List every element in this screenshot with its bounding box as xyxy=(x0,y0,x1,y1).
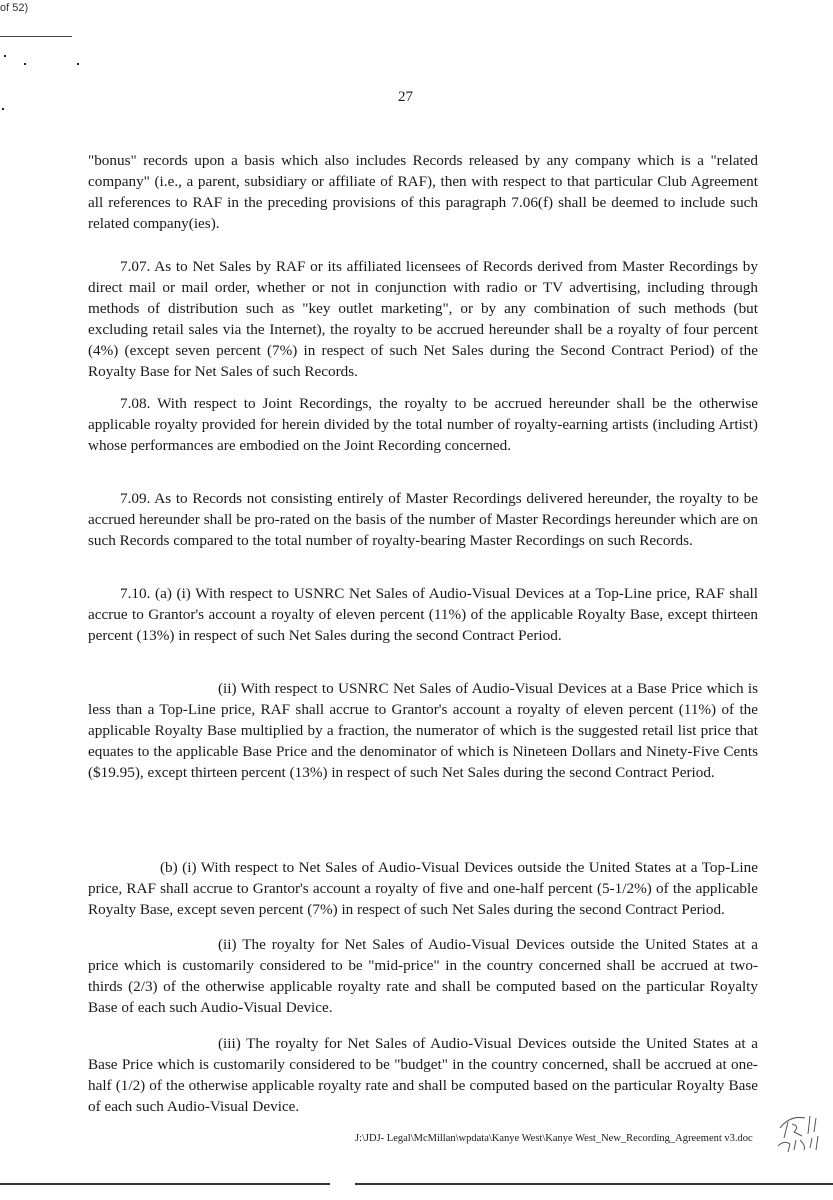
paragraph-7-10-b-iii: (iii) The royalty for Net Sales of Audio-Visual Devices outside the United States at a Base Price which is customarily considered to be "budget" in the country concerned, shall be accrued at one-half (1/2) of the otherwise applicable royalty rate and shall be computed based on the particular Royalty Base of each such Audio-Visual Device. xyxy=(88,1035,758,1115)
page-count-header: of 52) xyxy=(0,2,29,14)
footer-rule-left xyxy=(0,1183,330,1185)
paragraph-7-08: 7.08. With respect to Joint Recordings, the royalty to be accrued hereunder shall be the otherwise applicable royalty provided for herein divided by the total number of royalty-earning artists (including Artist) whose performances are embodied on the Joint Recording concerned. xyxy=(88,395,758,454)
header-rule xyxy=(0,36,72,37)
paragraph-7-09: 7.09. As to Records not consisting entirely of Master Recordings delivered hereunder, the royalty to be accrued hereunder shall be pro-rated on the basis of the number of Master Recordings hereunder which are on such Records compared to the total number of royalty-bearing Master Recordings on such Records. xyxy=(88,490,758,549)
paragraph-7-06-continued: "bonus" records upon a basis which also includes Records released by any company which is a "related company" (i.e., a parent, subsidiary or affiliate of RAF), then with respect to that particular Club Agreement all references to RAF in the preceding provisions of this paragraph 7.06(f) shall be deemed to include such related company(ies). xyxy=(88,152,758,232)
paragraph-7-10-b-i: (b) (i) With respect to Net Sales of Audio-Visual Devices outside the United States at a Top-Line price, RAF shall accrue to Grantor's account a royalty of five and one-half percent (5-1/2%) of the applicable Royalty Base, except seven percent (7%) in respect of such Net Sales during the second Contract Period. xyxy=(88,859,758,918)
scan-speck xyxy=(2,108,4,110)
scan-speck xyxy=(4,55,6,57)
scan-speck xyxy=(77,63,79,65)
paragraph-7-10-a-ii: (ii) With respect to USNRC Net Sales of Audio-Visual Devices at a Base Price which is less than a Top-Line price, RAF shall accrue to Grantor's account a royalty of eleven percent (11%) of the applicable Royalty Base multiplied by a fraction, the numerator of which is the suggested retail list price that equates to the applicable Base Price and the denominator of which is Nineteen Dollars and Ninety-Five Cents ($19.95), except thirteen percent (13%) in respect of such Net Sales during the second Contract Period. xyxy=(88,680,758,781)
paragraph-7-07: 7.07. As to Net Sales by RAF or its affiliated licensees of Records derived from Master Recordings by direct mail or mail order, whether or not in conjunction with radio or TV advertising, including through methods of distribution such as "key outlet marketing", or by any combination of such methods (but excluding retail sales via the Internet), the royalty to be accrued hereunder shall be a royalty of four percent (4%) (except seven percent (7%) in respect of such Net Sales during the Second Contract Period) of the Royalty Base for Net Sales of such Records. xyxy=(88,258,758,380)
handwritten-initials xyxy=(770,1110,825,1155)
paragraph-7-10-b-ii: (ii) The royalty for Net Sales of Audio-Visual Devices outside the United States at a price which is customarily considered to be "mid-price" in the country concerned shall be accrued at two-thirds (2/3) of the otherwise applicable royalty rate and shall be computed based on the particular Royalty Base of each such Audio-Visual Device. xyxy=(88,936,758,1016)
footer-file-path: J:\JDJ- Legal\McMillan\wpdata\Kanye West\Kanye West_New_Recording_Agreement v3.doc xyxy=(355,1133,753,1144)
footer-rule-right xyxy=(355,1183,833,1185)
paragraph-7-10-a-i: 7.10. (a) (i) With respect to USNRC Net Sales of Audio-Visual Devices at a Top-Line price, RAF shall accrue to Grantor's account a royalty of eleven percent (11%) of the applicable Royalty Base, except thirteen percent (13%) in respect of such Net Sales during the second Contract Period. xyxy=(88,585,758,644)
page-number: 27 xyxy=(398,89,413,105)
scan-speck xyxy=(24,63,26,65)
